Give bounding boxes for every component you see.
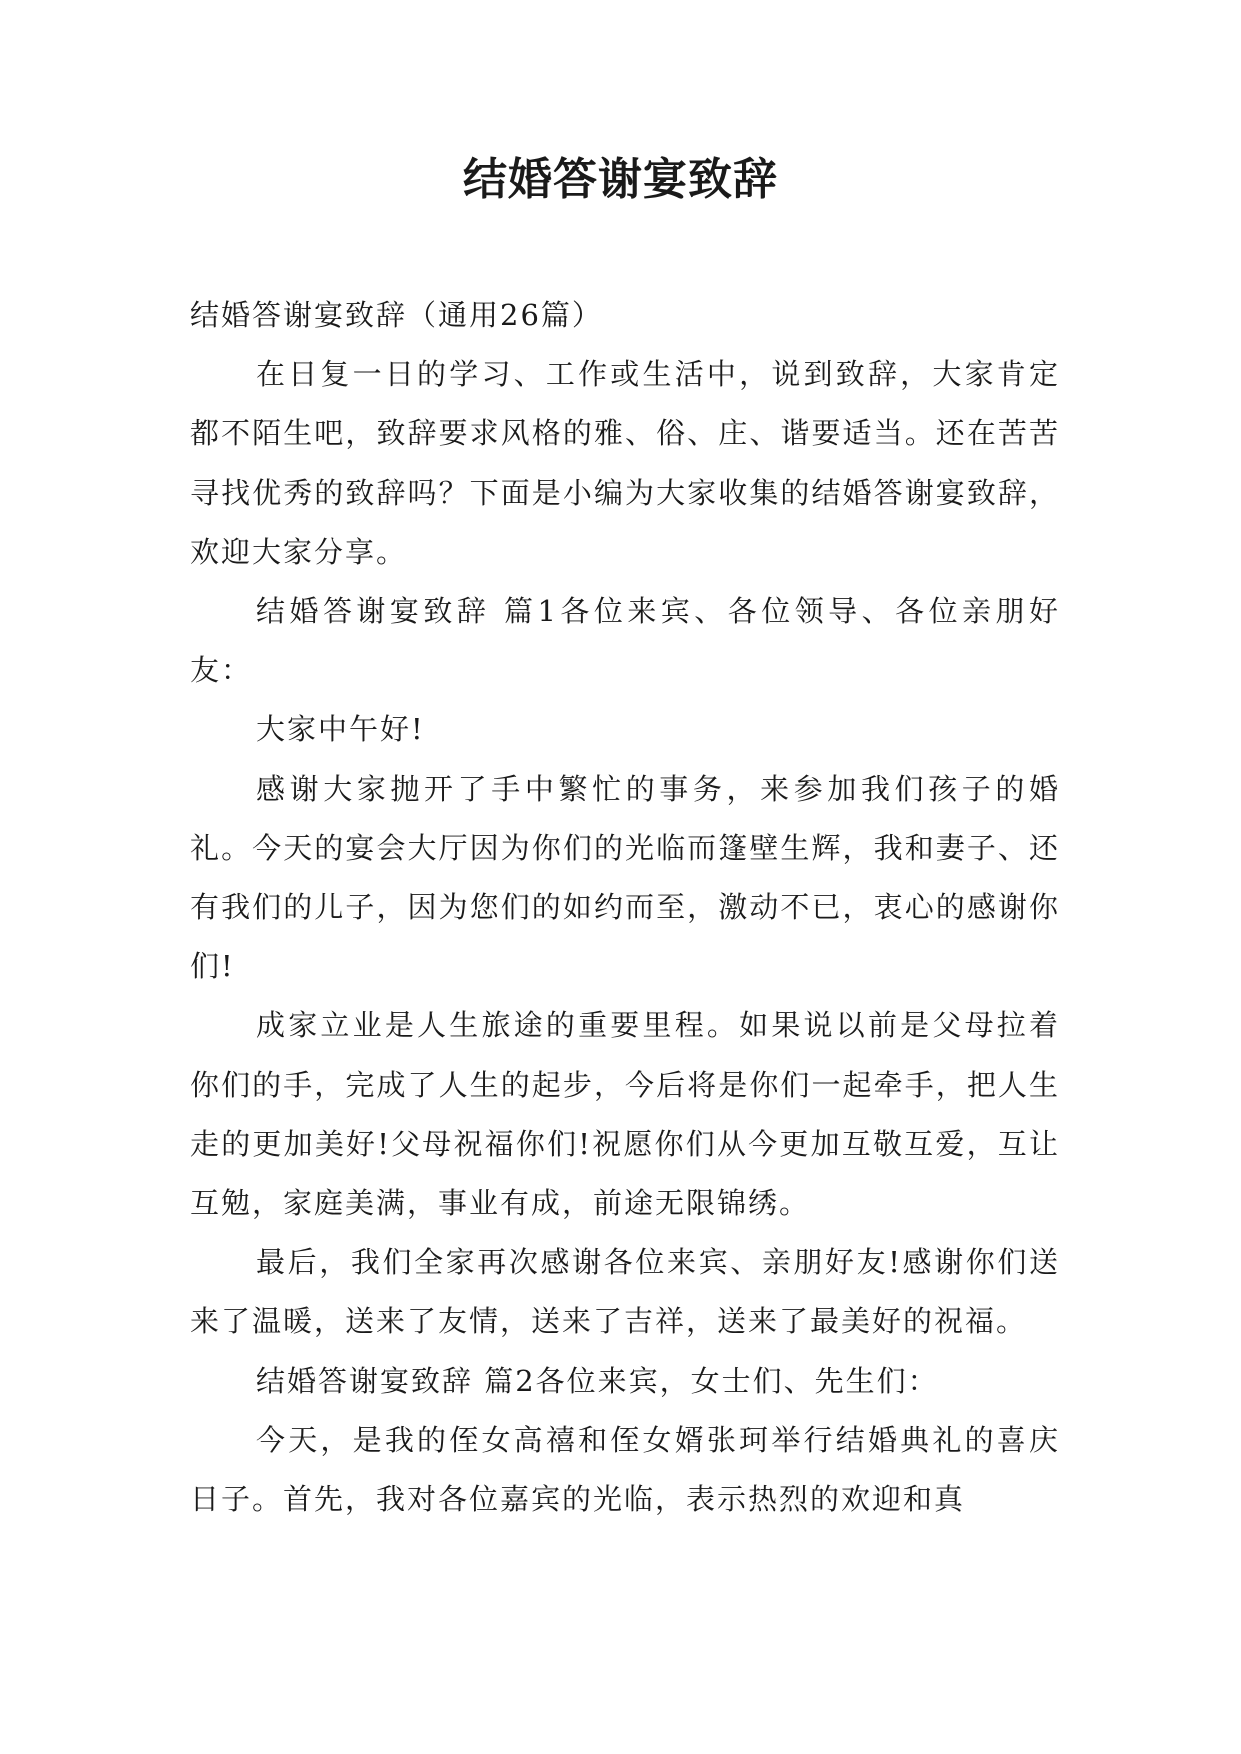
paragraph-greeting: 大家中午好! (256, 712, 425, 747)
paragraph-speech-2-opening: 今天，是我的侄女高禧和侄女婿张珂举行结婚典礼的喜庆日子。首先，我对各位嘉宾的光临，表示热烈的欢迎和真 (190, 1422, 1060, 1517)
paragraph-speech-1-heading: 结婚答谢宴致辞 篇1各位来宾、各位领导、各位亲朋好友： (190, 594, 1060, 688)
paragraph-closing: 最后，我们全家再次感谢各位来宾、亲朋好友!感谢你们送来了温暖，送来了友情，送来了吉祥，送来了最美好的祝福。 (190, 1245, 1060, 1339)
paragraph-thanks: 感谢大家抛开了手中繁忙的事务，来参加我们孩子的婚礼。今天的宴会大厅因为你们的光临而篷壁生辉，我和妻子、还有我们的儿子，因为您们的如约而至，激动不已，衷心的感谢你们! (190, 771, 1060, 984)
paragraph-blessing: 成家立业是人生旅途的重要里程。如果说以前是父母拉着你们的手，完成了人生的起步，今后将是你们一起牵手，把人生走的更加美好!父母祝福你们!祝愿你们从今更加互敬互爱，互让互勉，家庭美满，事业有成，前途无限锦绣。 (190, 1008, 1060, 1221)
document-title: 结婚答谢宴致辞 (463, 154, 778, 205)
paragraph-speech-2-heading: 结婚答谢宴致辞 篇2各位来宾，女士们、先生们： (256, 1363, 939, 1398)
paragraph-intro: 在日复一日的学习、工作或生活中，说到致辞，大家肯定都不陌生吧，致辞要求风格的雅、俗、庄、谐要适当。还在苦苦寻找优秀的致辞吗？下面是小编为大家收集的结婚答谢宴致辞，欢迎大家分享。 (190, 357, 1060, 569)
paragraph-subtitle: 结婚答谢宴致辞（通用26篇） (190, 298, 603, 332)
document-body (190, 286, 1060, 1529)
